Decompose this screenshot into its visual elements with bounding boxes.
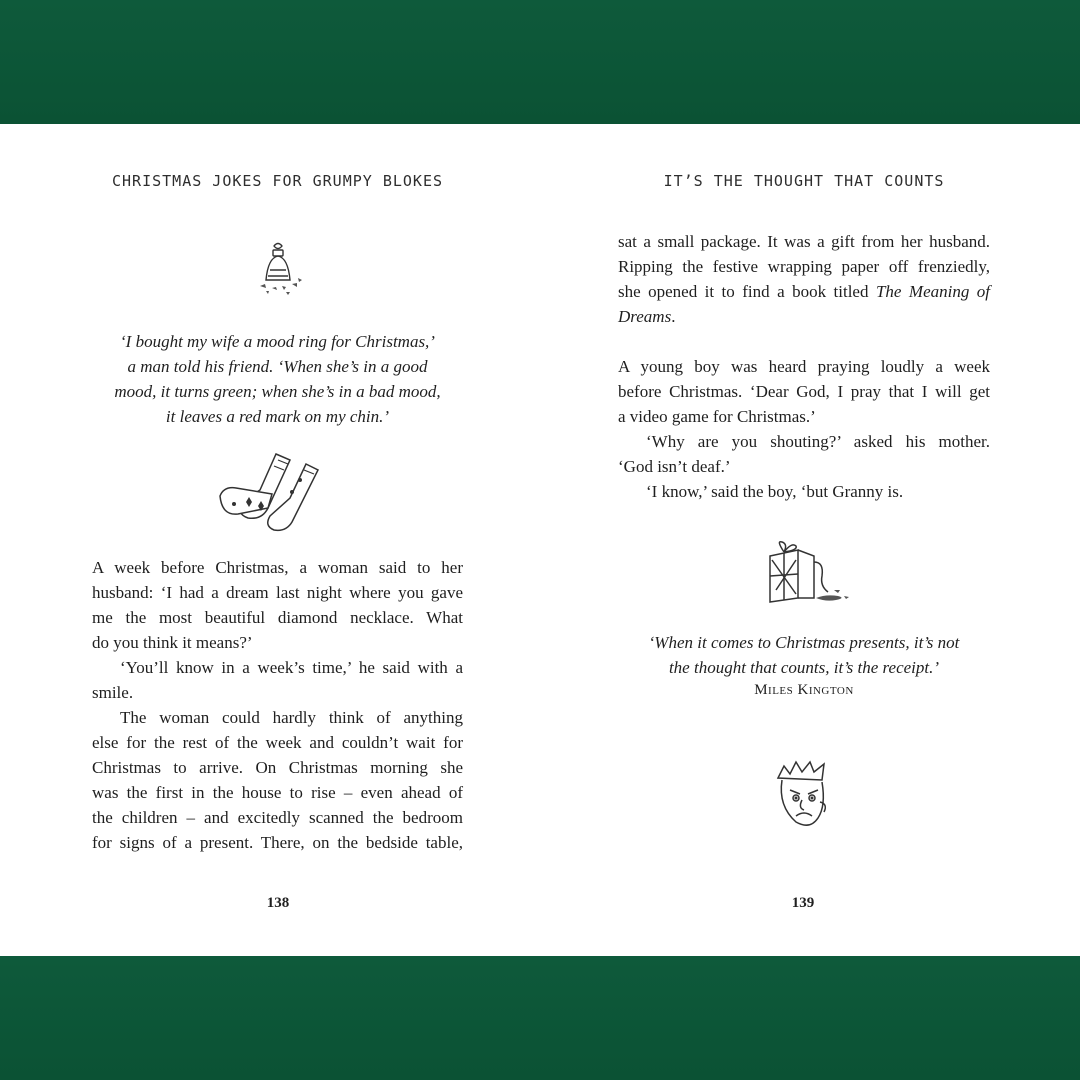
joke-line: ‘God isn’t deaf.’ [618,457,731,476]
joke-line: a video game for Christmas.’ [618,407,816,426]
receipt-quote [618,630,990,680]
quote-line: ‘When it comes to Christmas presents, it’s not [648,633,960,652]
socks-icon [214,446,336,538]
quote-line: mood, it turns green; when she’s in a bad mood, [114,382,441,401]
story-text: she opened it to find a book titled [618,282,869,301]
joke-line: ‘Why are you shouting?’ asked his mother. [646,432,990,451]
right-running-head: IT’S THE THOUGHT THAT COUNTS [663,172,945,190]
left-running-head: CHRISTMAS JOKES FOR GRUMPY BLOKES [111,172,443,190]
story-text: . [671,307,676,326]
story-line: for signs of a present. There, on the bedside table, [92,833,463,852]
story-line: A week before Christmas, a woman said to her [92,558,463,577]
story-continuation [618,229,990,329]
green-background-bottom [0,956,1080,1080]
page-number-right: 139 [791,895,815,911]
green-background-top [0,0,1080,124]
story-line: me the most beautiful diamond necklace. What [92,608,463,627]
story-line: smile. [92,683,134,702]
quote-line: it leaves a red mark on my chin.’ [165,407,390,426]
story-line: Ripping the festive wrapping paper off frenziedly, [618,257,990,276]
story-line: was the first in the house to rise – even ahead of [92,783,463,802]
book-spread [0,124,1080,956]
quote-attribution: Miles Kington [754,682,854,698]
necklace-story [92,555,463,855]
story-line: Christmas to arrive. On Christmas morning she [92,758,463,777]
story-line: ‘You’ll know in a week’s time,’ he said with a [120,658,463,677]
joke-line: ‘I know,’ said the boy, ‘but Granny is. [646,482,904,501]
story-line: else for the rest of the week and couldn’t wait for [92,733,463,752]
quote-line: the thought that counts, it’s the receipt.’ [668,658,940,677]
joke-line: before Christmas. ‘Dear God, I pray that I will get [618,382,990,401]
page-number-left: 138 [266,895,290,911]
story-line: The woman could hardly think of anything [120,708,463,727]
grumpy-face-icon [774,760,832,832]
story-line: husband: ‘I had a dream last night where you gave [92,583,463,602]
quote-line: a man told his friend. ‘When she’s in a good [127,357,428,376]
quote-line: ‘I bought my wife a mood ring for Christmas,’ [120,332,435,351]
story-line [618,279,990,304]
joke-line: A young boy was heard praying loudly a week [618,357,990,376]
story-line: do you think it means?’ [92,633,253,652]
mood-ring-joke [90,329,465,429]
bauble-icon [252,240,316,300]
book-title: The Meaning of [875,282,991,301]
book-title-end: Dreams [618,307,672,326]
story-line [618,304,990,329]
gift-icon [764,540,858,606]
story-line: sat a small package. It was a gift from her husband. [618,232,990,251]
praying-boy-joke [618,354,990,504]
story-line: the children – and excitedly scanned the bedroom [92,808,463,827]
